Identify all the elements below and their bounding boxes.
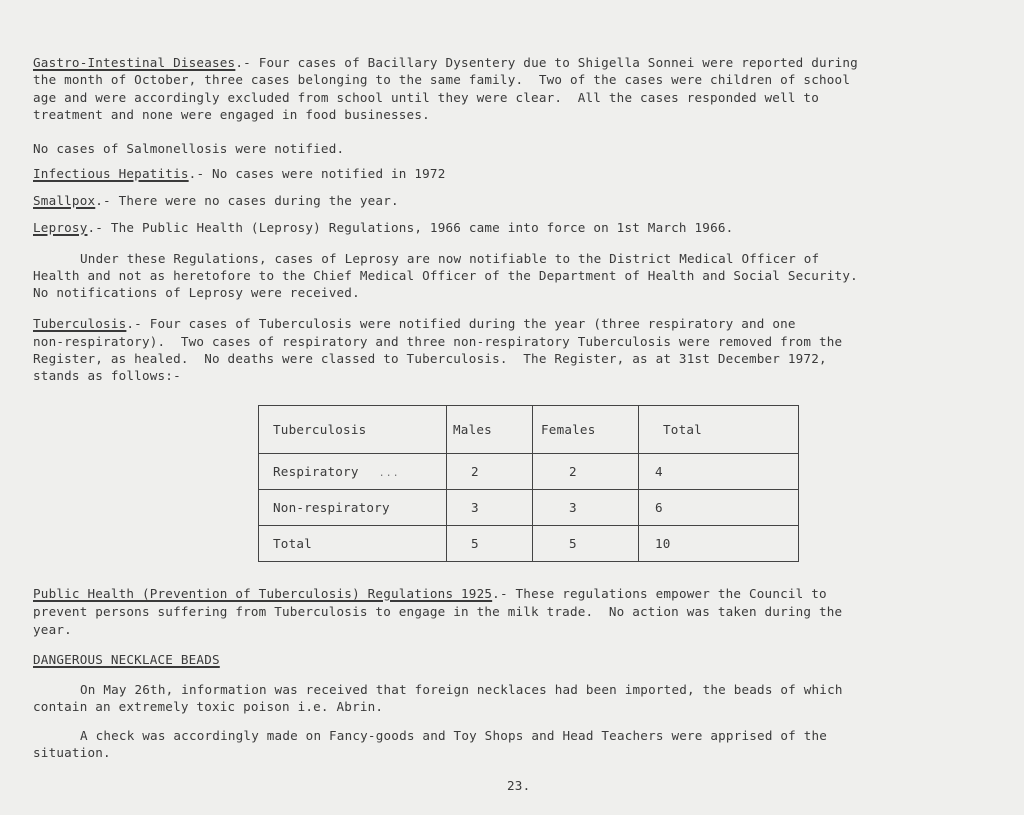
gastro-line-2: the month of October, three cases belonging to the same family. Two of the cases were children of school [33,72,851,87]
row-total-label: Total [259,526,447,562]
header-tuberculosis: Tuberculosis [259,406,447,454]
row-nonrespiratory-total: 6 [639,490,799,526]
row-nonrespiratory-label: Non-respiratory [259,490,447,526]
gastro-text-1: Four cases of Bacillary Dysentery due to Shigella Sonnei were reported during [258,55,858,70]
table-row [259,490,799,526]
smallpox-heading: Smallpox [33,193,96,208]
smallpox-sep: .- [95,193,119,208]
row-total-females: 5 [533,526,639,562]
row-nonrespiratory-males: 3 [447,490,533,526]
leprosy-line-3: No notifications of Leprosy were received. [33,285,360,300]
leprosy-line-1: Under these Regulations, cases of Leprosy are now notifiable to the District Medical Officer of [80,251,820,266]
header-females: Females [533,406,639,454]
leprosy-heading: Leprosy [33,220,88,235]
hepatitis-line [33,166,445,182]
prevention-heading: Public Health (Prevention of Tuberculosis) Regulations 1925 [33,586,493,601]
row-respiratory-females: 2 [533,454,639,490]
tuberculosis-sep: .- [126,316,150,331]
gastro-heading: Gastro-Intestinal Diseases [33,55,236,70]
necklace-heading: DANGEROUS NECKLACE BEADS [33,652,220,667]
leader-dots: ... [378,468,400,479]
gastro-line-3: age and were accordingly excluded from school until they were clear. All the cases responded well to [33,90,819,105]
prevention-text-1: These regulations empower the Council to [515,586,827,601]
tuberculosis-text-1: Four cases of Tuberculosis were notified during the year (three respiratory and one [149,316,796,331]
row-respiratory-males: 2 [447,454,533,490]
gastro-line-4: treatment and none were engaged in food businesses. [33,107,430,122]
prevention-line-2: prevent persons suffering from Tuberculosis to engage in the milk trade. No action was taken during the [33,604,843,619]
tuberculosis-line-1 [33,316,796,332]
necklace-line-1: On May 26th, information was received that foreign necklaces had been imported, the beads of which [80,682,843,697]
tuberculosis-heading: Tuberculosis [33,316,127,331]
leprosy-line-0 [33,220,733,236]
prevention-sep: .- [492,586,516,601]
tuberculosis-line-4: stands as follows:- [33,368,181,383]
gastro-sep: .- [235,55,259,70]
row-total-males: 5 [447,526,533,562]
necklace-line-2: contain an extremely toxic poison i.e. Abrin. [33,699,384,714]
hepatitis-heading: Infectious Hepatitis [33,166,189,181]
necklace-line-4: situation. [33,745,111,760]
leprosy-line-2: Health and not as heretofore to the Chief Medical Officer of the Department of Health and Social Security. [33,268,858,283]
tuberculosis-line-2: non-respiratory). Two cases of respiratory and three non-respiratory Tuberculosis were removed from the [33,334,843,349]
header-total: Total [639,406,799,454]
row-respiratory-total: 4 [639,454,799,490]
smallpox-text: There were no cases during the year. [118,193,399,208]
leprosy-text: The Public Health (Leprosy) Regulations, 1966 came into force on 1st March 1966. [110,220,734,235]
row-nonrespiratory-females: 3 [533,490,639,526]
salmonellosis-line: No cases of Salmonellosis were notified. [33,141,345,156]
prevention-line-3: year. [33,622,72,637]
header-males: Males [447,406,533,454]
table-row [259,454,799,490]
table-row [259,526,799,562]
page-number: 23. [507,778,531,793]
tuberculosis-register-table [258,405,799,562]
gastro-line-1 [33,55,858,71]
row-respiratory-text: Respiratory [273,464,359,479]
row-total-total: 10 [639,526,799,562]
row-respiratory-label [259,454,447,490]
table-header-row [259,406,799,454]
necklace-line-3: A check was accordingly made on Fancy-goods and Toy Shops and Head Teachers were apprised of the [80,728,828,743]
hepatitis-text: No cases were notified in 1972 [212,166,446,181]
prevention-line-1 [33,586,827,602]
hepatitis-sep: .- [188,166,213,181]
tuberculosis-line-3: Register, as healed. No deaths were classed to Tuberculosis. The Register, as at 31st December 1972, [33,351,827,366]
leprosy-sep: .- [87,220,111,235]
smallpox-line [33,193,399,209]
